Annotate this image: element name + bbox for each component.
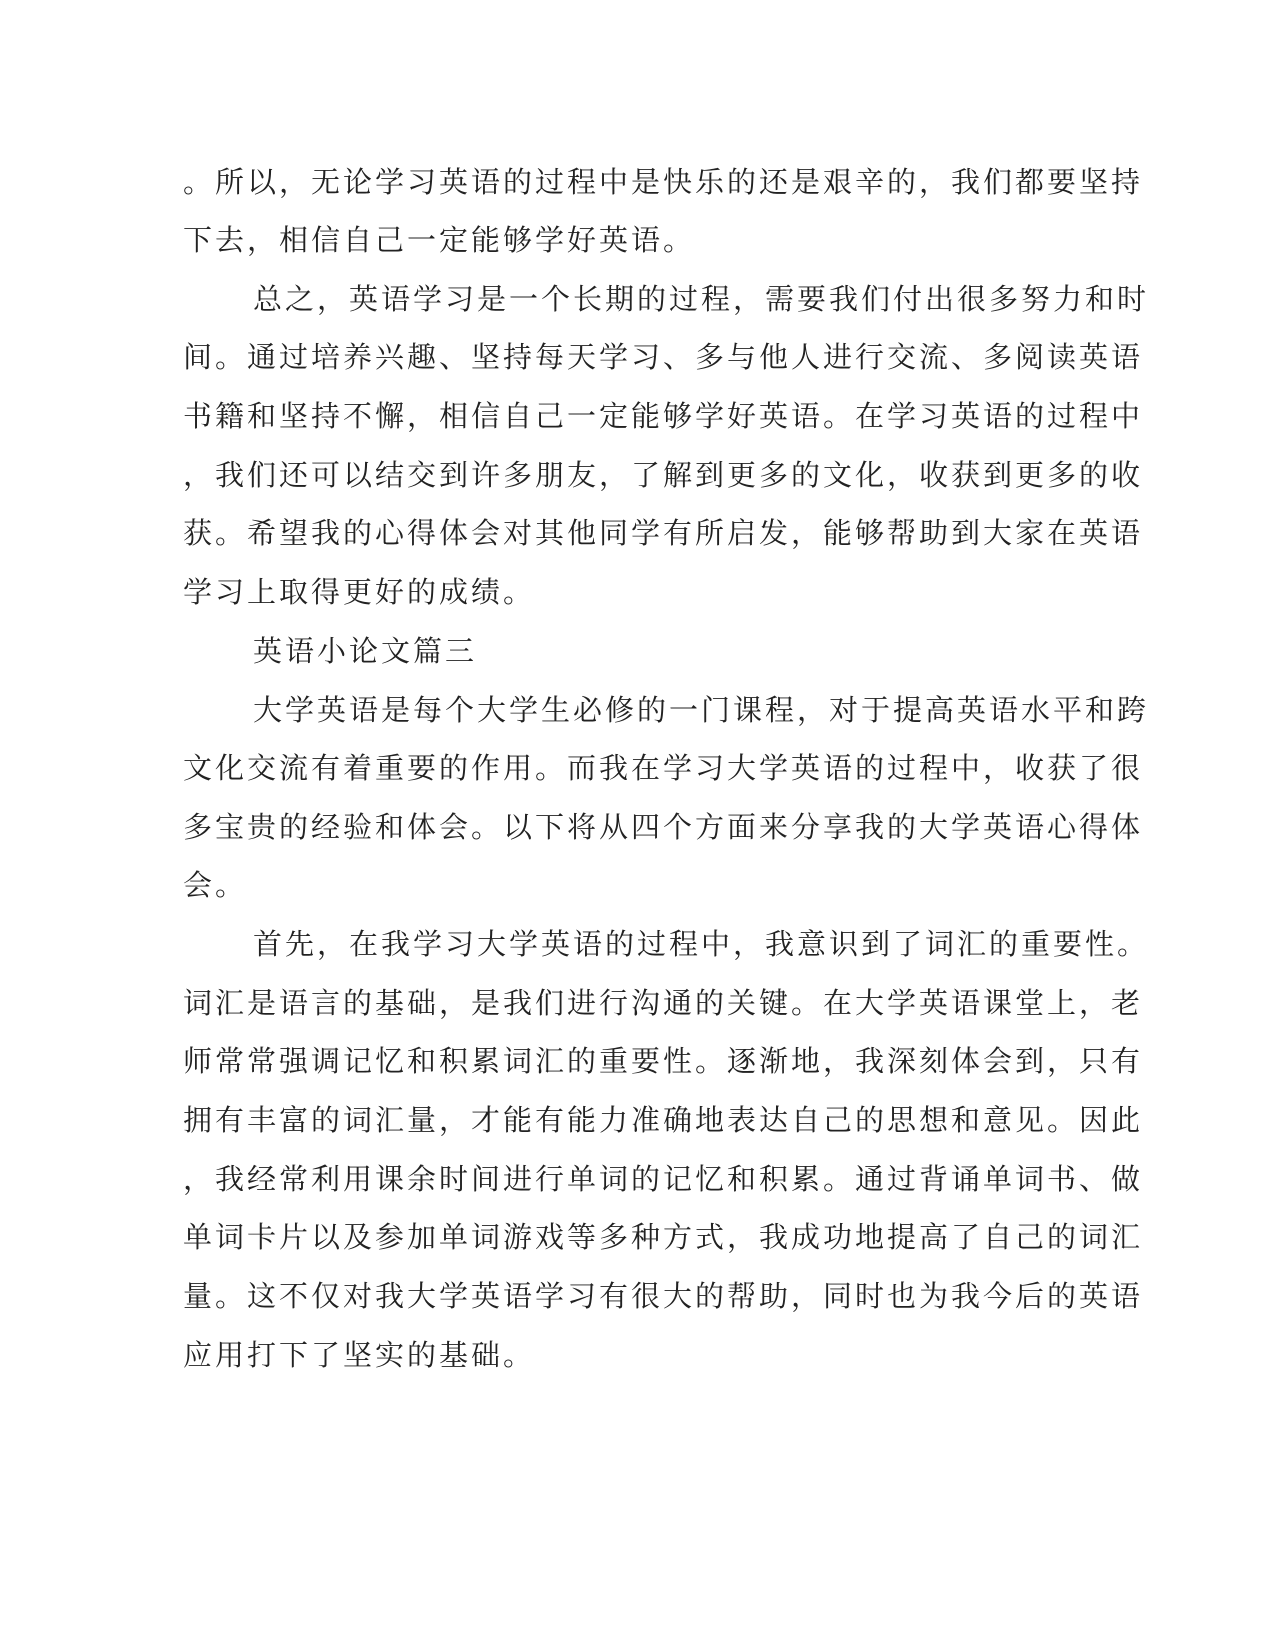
paragraph-first-line: 大学英语是每个大学生必修的一门课程，对于提高英语水平和跨 <box>253 693 1150 727</box>
text-line: 单词卡片以及参加单词游戏等多种方式，我成功地提高了自己的词汇 <box>183 1220 1144 1254</box>
text-line: 间。通过培养兴趣、坚持每天学习、多与他人进行交流、多阅读英语 <box>183 340 1144 374</box>
text-line: 应用打下了坚实的基础。 <box>183 1338 536 1372</box>
text-line: 书籍和坚持不懈，相信自己一定能够学好英语。在学习英语的过程中 <box>183 399 1144 433</box>
text-line: 会。 <box>183 868 248 902</box>
text-line: 多宝贵的经验和体会。以下将从四个方面来分享我的大学英语心得体 <box>183 810 1144 844</box>
text-line: 文化交流有着重要的作用。而我在学习大学英语的过程中，收获了很 <box>183 751 1144 785</box>
paragraph-first-line: 总之，英语学习是一个长期的过程，需要我们付出很多努力和时 <box>253 282 1150 316</box>
text-line: 学习上取得更好的成绩。 <box>183 575 536 609</box>
text-line: 拥有丰富的词汇量，才能有能力准确地表达自己的思想和意见。因此 <box>183 1103 1144 1137</box>
text-line: 师常常强调记忆和积累词汇的重要性。逐渐地，我深刻体会到，只有 <box>183 1044 1144 1078</box>
text-line: ，我经常利用课余时间进行单词的记忆和积累。通过背诵单词书、做 <box>183 1162 1144 1196</box>
text-line: 。所以，无论学习英语的过程中是快乐的还是艰辛的，我们都要坚持 <box>183 165 1144 199</box>
section-heading: 英语小论文篇三 <box>253 634 478 668</box>
text-line: ，我们还可以结交到许多朋友，了解到更多的文化，收获到更多的收 <box>183 458 1144 492</box>
paragraph-first-line: 首先，在我学习大学英语的过程中，我意识到了词汇的重要性。 <box>253 927 1150 961</box>
text-line: 下去，相信自己一定能够学好英语。 <box>183 223 696 257</box>
text-line: 词汇是语言的基础，是我们进行沟通的关键。在大学英语课堂上，老 <box>183 986 1144 1020</box>
text-line: 量。这不仅对我大学英语学习有很大的帮助，同时也为我今后的英语 <box>183 1279 1144 1313</box>
text-line: 获。希望我的心得体会对其他同学有所启发，能够帮助到大家在英语 <box>183 516 1144 550</box>
